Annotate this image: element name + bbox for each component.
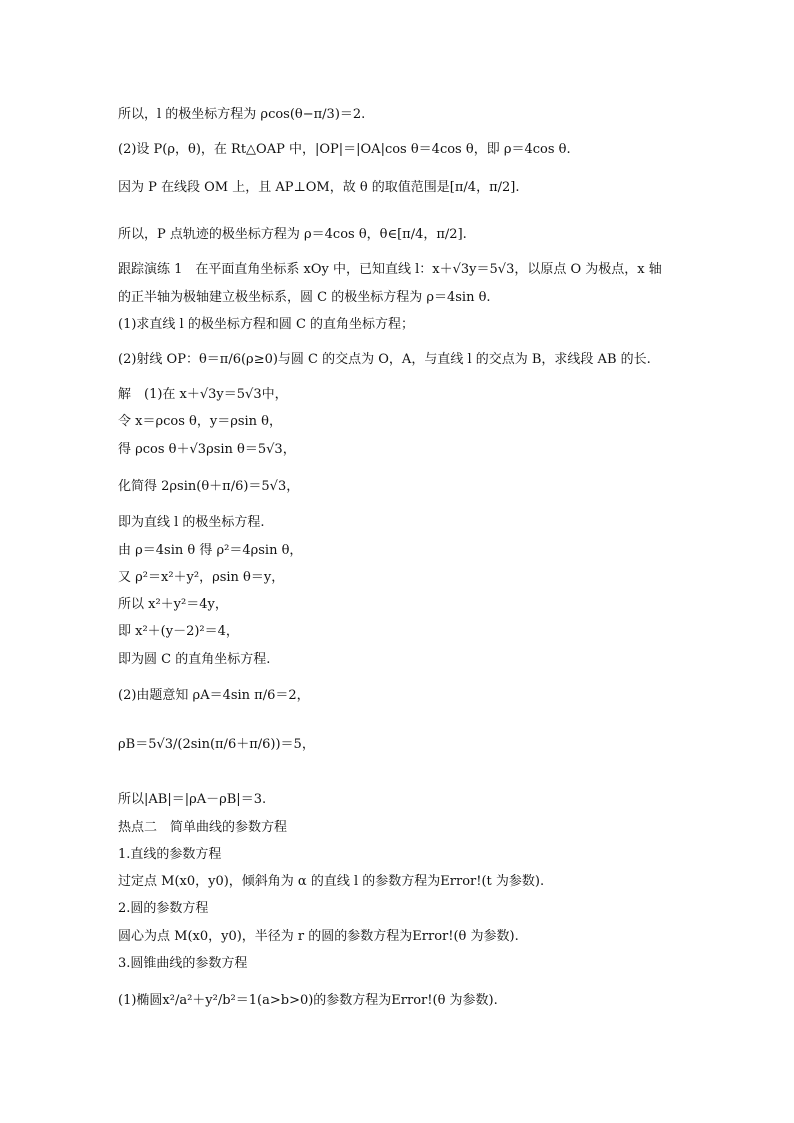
- text-line-10: 令 x＝ρcos θ，y＝ρsin θ，: [118, 414, 282, 429]
- text-line-6: 的正半轴为极轴建立极坐标系，圆 C 的极坐标方程为 ρ＝4sin θ.: [118, 290, 491, 305]
- text-line-24: 过定点 M(x0，y0)，倾斜角为 α 的直线 l 的参数方程为Error!(t 为参数).: [118, 874, 545, 889]
- text-line-9: 解 (1)在 x＋√3y＝5√3中，: [118, 387, 288, 402]
- text-line-7: (1)求直线 l 的极坐标方程和圆 C 的直角坐标方程；: [118, 317, 415, 332]
- text-line-13: 即为直线 l 的极坐标方程.: [118, 515, 265, 530]
- text-line-16: 所以 x²＋y²＝4y，: [118, 597, 228, 612]
- text-line-12: 化简得 2ρsin(θ＋π/6)＝5√3，: [118, 479, 300, 494]
- text-line-17: 即 x²＋(y－2)²＝4，: [118, 624, 239, 639]
- text-line-28: (1)椭圆x²/a²＋y²/b²＝1(a>b>0)的参数方程为Error!(θ 为参数).: [118, 993, 498, 1008]
- text-line-11: 得 ρcos θ＋√3ρsin θ＝5√3，: [118, 442, 296, 457]
- text-line-5: 跟踪演练 1 在平面直角坐标系 xOy 中，已知直线 l：x＋√3y＝5√3，以原点 O 为极点，x 轴: [118, 262, 662, 277]
- text-line-21: 所以|AB|＝|ρA－ρB|＝3.: [118, 792, 267, 807]
- text-line-8: (2)射线 OP：θ＝π/6(ρ≥0)与圆 C 的交点为 O，A，与直线 l 的交点为 B，求线段 AB 的长.: [118, 352, 651, 367]
- text-line-23: 1.直线的参数方程: [118, 847, 222, 862]
- text-line-26: 圆心为点 M(x0，y0)，半径为 r 的圆的参数方程为Error!(θ 为参数).: [118, 929, 519, 944]
- text-line-15: 又 ρ²＝x²＋y²，ρsin θ＝y，: [118, 570, 285, 585]
- text-line-2: (2)设 P(ρ，θ)，在 Rt△OAP 中，|OP|＝|OA|cos θ＝4cos θ，即 ρ＝4cos θ.: [118, 142, 571, 157]
- text-line-3: 因为 P 在线段 OM 上，且 AP⊥OM，故 θ 的取值范围是[π/4，π/2].: [118, 180, 520, 195]
- text-line-4: 所以，P 点轨迹的极坐标方程为 ρ＝4cos θ，θ∈[π/4，π/2].: [118, 227, 467, 242]
- text-line-14: 由 ρ＝4sin θ 得 ρ²＝4ρsin θ，: [118, 543, 303, 558]
- text-line-20: ρB＝5√3/(2sin(π/6＋π/6))＝5，: [118, 737, 315, 752]
- text-line-27: 3.圆锥曲线的参数方程: [118, 956, 248, 971]
- text-line-25: 2.圆的参数方程: [118, 901, 209, 916]
- text-line-1: 所以，l 的极坐标方程为 ρcos(θ−π/3)＝2.: [118, 107, 366, 122]
- text-line-18: 即为圆 C 的直角坐标方程.: [118, 652, 271, 667]
- section-heading: 热点二 简单曲线的参数方程: [118, 820, 288, 835]
- text-line-19: (2)由题意知 ρA＝4sin π/6＝2，: [118, 688, 310, 703]
